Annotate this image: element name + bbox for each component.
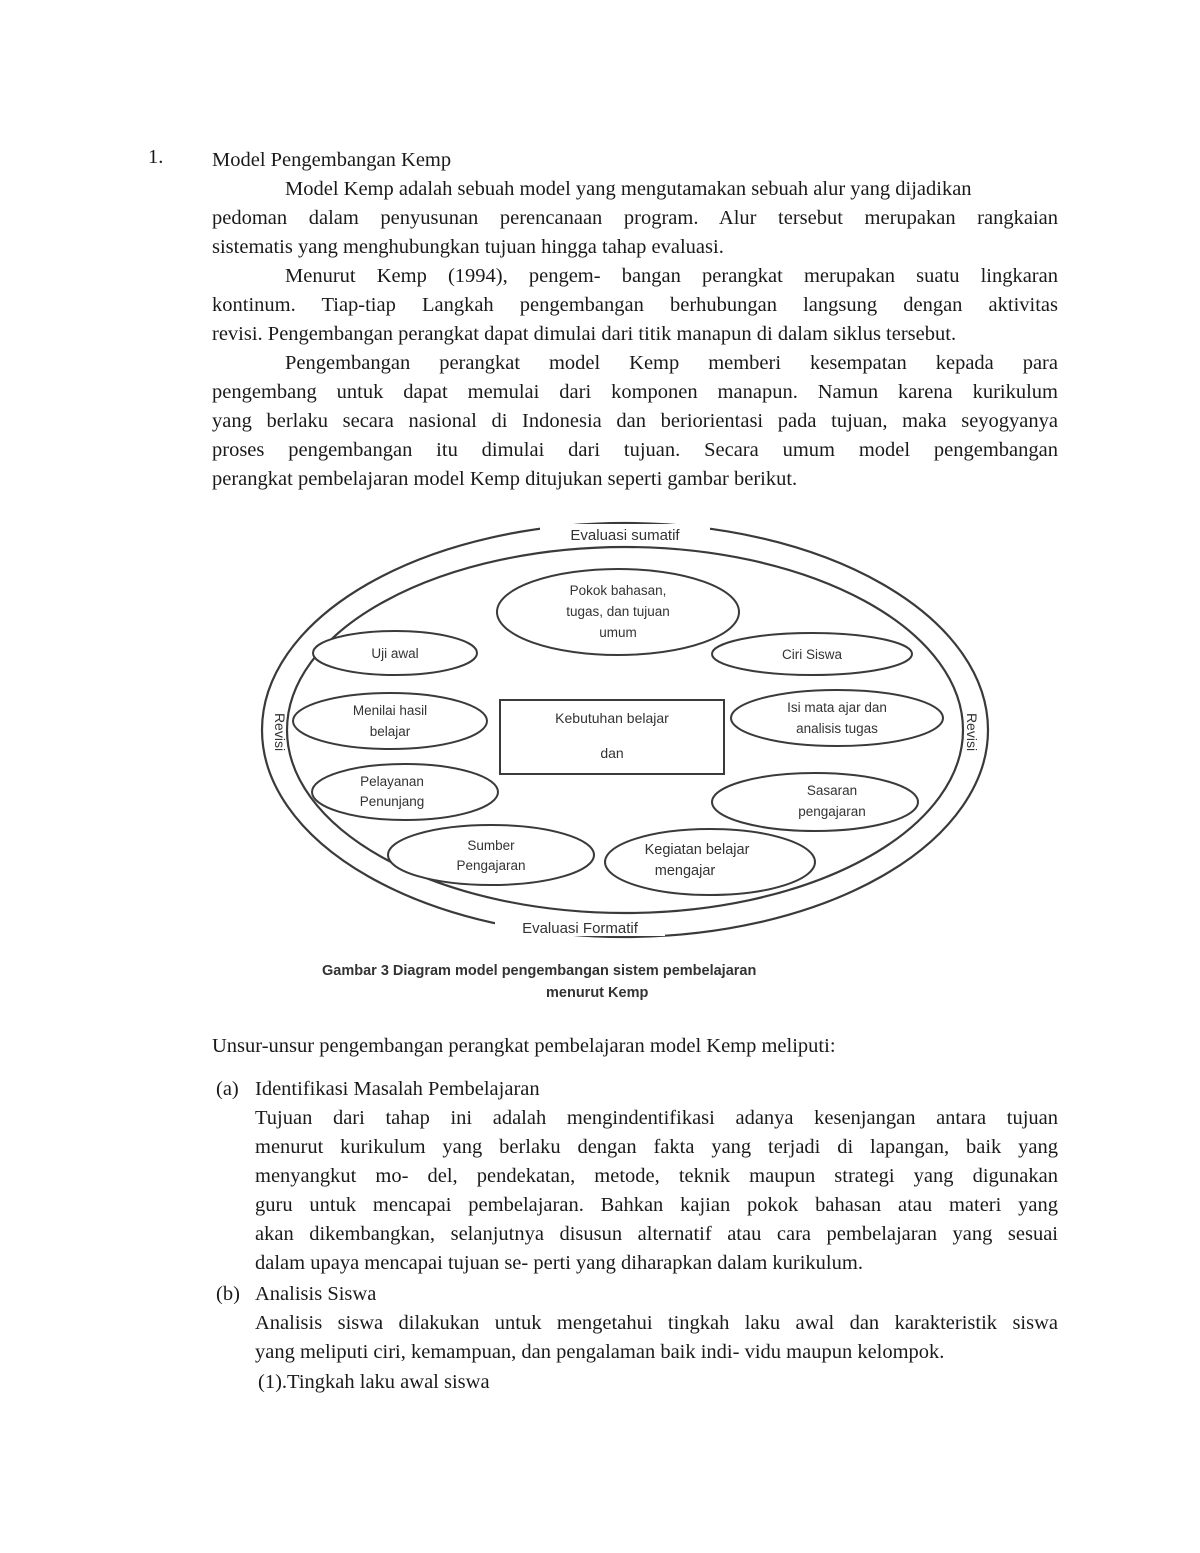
paragraph-line: proses pengembangan itu dimulai dari tujuan. Secara umum model pengembangan [212,439,1058,461]
node-text: mengajar [654,863,716,879]
section-title: Model Pengembangan Kemp [212,149,452,171]
node-text: pengajaran [798,804,866,819]
node-text: Kegiatan belajar [644,842,750,858]
paragraph-line: perangkat pembelajaran model Kemp ditujukan seperti gambar berikut. [212,468,798,490]
paragraph-line: pedoman dalam penyusunan perencanaan program. Alur tersebut merupakan rangkaian [212,207,1058,229]
node-text: tugas, dan tujuan [566,604,670,619]
paragraph-line: sistematis yang menghubungkan tujuan hingga tahap evaluasi. [212,236,724,258]
paragraph-line: Menurut Kemp (1994), pengem- bangan perangkat merupakan suatu lingkaran [285,265,1058,287]
node-kegiatan-belajar [605,829,815,895]
revisi-right-label: Revisi [964,712,980,752]
paragraph-line: yang berlaku secara nasional di Indonesia dan beriorientasi pada tujuan, maka seyogyanya [212,410,1058,432]
node-text: Uji awal [371,646,419,661]
kemp-diagram [255,520,995,945]
paragraph-line: Pengembangan perangkat model Kemp memberi kesempatan kepada para [285,352,1058,374]
node-sasaran-pengajaran [712,773,918,831]
node-text: Pengajaran [456,858,526,873]
node-text: Isi mata ajar dan [787,700,887,715]
node-text: Sumber [467,838,515,853]
node-text: belajar [369,724,411,739]
kemp-diagram-svg [255,520,995,945]
item-b-sub1: (1).Tingkah laku awal siswa [258,1371,490,1393]
node-text: Menilai hasil [352,703,428,718]
node-isi-mata-ajar [731,690,943,746]
node-text: Penunjang [359,794,425,809]
item-a-line: menyangkut mo- del, pendekatan, metode, teknik maupun strategi yang digunakan [255,1165,1058,1187]
node-pelayanan-penunjang [312,764,498,820]
item-a-line: akan dikembangkan, selanjutnya disusun alternatif atau cara pembelajaran yang sesuai [255,1223,1058,1245]
node-text: Pelayanan [360,774,424,789]
node-text: Sasaran [806,783,858,798]
item-a-line: guru untuk mencapai pembelajaran. Bahkan kajian pokok bahasan atau materi yang [255,1194,1058,1216]
node-sumber-pengajaran [388,825,594,885]
item-a-label: (a) [216,1078,239,1100]
item-a-line: menurut kurikulum yang berlaku dengan fakta yang terjadi di lapangan, baik yang [255,1136,1058,1158]
node-text: Pokok bahasan, [569,583,667,598]
node-text: Ciri Siswa [781,647,843,662]
item-b-title: Analisis Siswa [255,1283,377,1305]
evaluasi-formatif-label: Evaluasi Formatif [522,920,638,937]
section-number: 1. [148,146,164,168]
node-text: umum [599,625,637,640]
paragraph-line: kontinum. Tiap-tiap Langkah pengembangan berhubungan langsung dengan aktivitas [212,294,1058,316]
item-b-line: Analisis siswa dilakukan untuk mengetahui tingkah laku awal dan karakteristik siswa [255,1312,1058,1334]
paragraph-line: pengembang untuk dapat memulai dari komponen manapun. Namun karena kurikulum [212,381,1058,403]
item-a-line: dalam upaya mencapai tujuan se- perti yang diharapkan dalam kurikulum. [255,1252,863,1274]
item-a-line: Tujuan dari tahap ini adalah mengindentifikasi adanya kesenjangan antara tujuan [255,1107,1058,1129]
center-box-line: dan [600,745,624,761]
node-menilai-hasil [293,693,487,749]
node-text: analisis tugas [796,721,878,736]
center-box-line: Kebutuhan belajar [555,710,669,726]
item-b-label: (b) [216,1283,240,1305]
evaluasi-sumatif-label: Evaluasi sumatif [570,527,680,544]
revisi-left-label: Revisi [272,712,288,752]
paragraph-line: Model Kemp adalah sebuah model yang mengutamakan sebuah alur yang dijadikan [285,178,972,200]
intro-text: Unsur-unsur pengembangan perangkat pembelajaran model Kemp meliputi: [212,1035,836,1057]
item-b-line: yang meliputi ciri, kemampuan, dan pengalaman baik indi- vidu maupun kelompok. [255,1341,945,1363]
paragraph-line: revisi. Pengembangan perangkat dapat dimulai dari titik manapun di dalam siklus tersebut. [212,323,957,345]
item-a-title: Identifikasi Masalah Pembelajaran [255,1078,540,1100]
figure-caption: Gambar 3 Diagram model pengembangan sistem pembelajaran [322,963,757,979]
figure-caption: menurut Kemp [546,985,649,1001]
